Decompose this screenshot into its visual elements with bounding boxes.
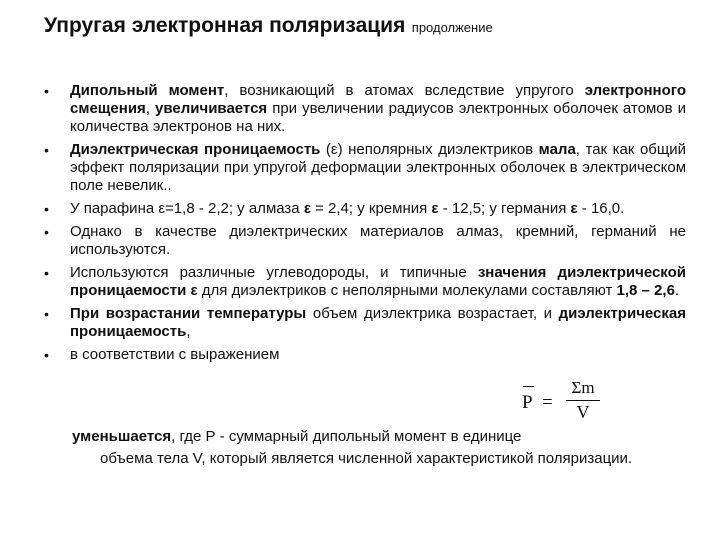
bold-text-run: 1,8 – 2,6 xyxy=(616,282,675,299)
text-run: У парафина ε=1,8 - 2,2; у алмаза xyxy=(70,200,304,217)
bullet-icon: • xyxy=(44,142,49,158)
bullet-icon: • xyxy=(44,224,49,240)
bullet-item xyxy=(44,223,686,259)
formula-lhs: P xyxy=(522,392,533,413)
text-run: при увеличении радиусов электронных оболочек атомов и количества электронов на них. xyxy=(70,100,686,135)
bold-text-run: Диэлектрическая проницаемость xyxy=(70,141,321,158)
text-run: в соответствии с выражением xyxy=(70,346,280,363)
bullet-item xyxy=(44,200,686,218)
bold-text-run: При возрастании температуры xyxy=(70,305,307,322)
text-run: объем диэлектрика возрастает, и xyxy=(306,305,559,322)
bullet-item xyxy=(44,264,686,300)
bullet-list xyxy=(44,82,686,369)
bullet-icon: • xyxy=(44,83,49,99)
text-run: , возникающий в атомах вследствие упругого xyxy=(224,82,585,99)
bold-text-run: Дипольный момент xyxy=(70,82,225,99)
bullet-item xyxy=(44,141,686,195)
polarization-formula xyxy=(522,378,602,424)
bold-text-run: электронного смещения xyxy=(70,82,686,117)
formula-numerator: Σm xyxy=(571,378,595,397)
formula-denominator: V xyxy=(576,402,590,422)
text-run: = 2,4; у кремния xyxy=(310,200,432,217)
bullet-item xyxy=(44,82,686,136)
bold-text-run: мала xyxy=(538,141,576,158)
bullet-icon: • xyxy=(44,265,49,281)
bold-text-run: ε xyxy=(570,200,578,217)
text-run: для диэлектриков с неполярными молекулами составляют xyxy=(197,282,617,299)
continuation-line-2 xyxy=(72,450,686,468)
bold-text-run: диэлектрическая проницаемость xyxy=(70,305,686,340)
text-run: , где Р - суммарный дипольный момент в единице xyxy=(171,428,522,445)
text-run: - 12,5; у германия xyxy=(438,200,571,217)
text-run: , xyxy=(145,100,156,117)
text-run: Однако в качестве диэлектрических материалов алмаз, кремний, германий не используются. xyxy=(70,223,686,258)
fraction-line xyxy=(566,400,600,401)
subtitle-text: продолжение xyxy=(411,20,493,35)
vector-bar xyxy=(523,386,534,387)
bold-text-run: ε xyxy=(431,200,439,217)
bold-text-run: уменьшается xyxy=(72,428,172,445)
bullet-icon: • xyxy=(44,306,49,322)
bullet-item xyxy=(44,305,686,341)
bold-text-run: значения диэлектрической проницаемости ε xyxy=(70,264,686,299)
bullet-icon: • xyxy=(44,347,49,363)
title-text: Упругая электронная поляризация xyxy=(44,14,406,37)
text-run: . xyxy=(674,282,680,299)
bold-text-run: увеличивается xyxy=(155,100,268,117)
bold-text-run: ε xyxy=(303,200,311,217)
text-run: - 16,0. xyxy=(577,200,625,217)
slide-title xyxy=(44,14,493,38)
bullet-item xyxy=(44,346,686,364)
bullet-icon: • xyxy=(44,201,49,217)
text-run: , так как общий эффект поляризации при упругой деформации электронных оболочек в электрическом поле невелик.. xyxy=(70,141,686,194)
text-run: , xyxy=(186,323,191,340)
text-run: Используются различные углеводороды, и типичные xyxy=(70,264,478,281)
formula-equals: = xyxy=(542,392,553,413)
continuation-line-1 xyxy=(72,428,686,446)
text-run: (ε) неполярных диэлектриков xyxy=(320,141,539,158)
text-run: объема тела V, который является численной характеристикой поляризации. xyxy=(100,450,633,467)
